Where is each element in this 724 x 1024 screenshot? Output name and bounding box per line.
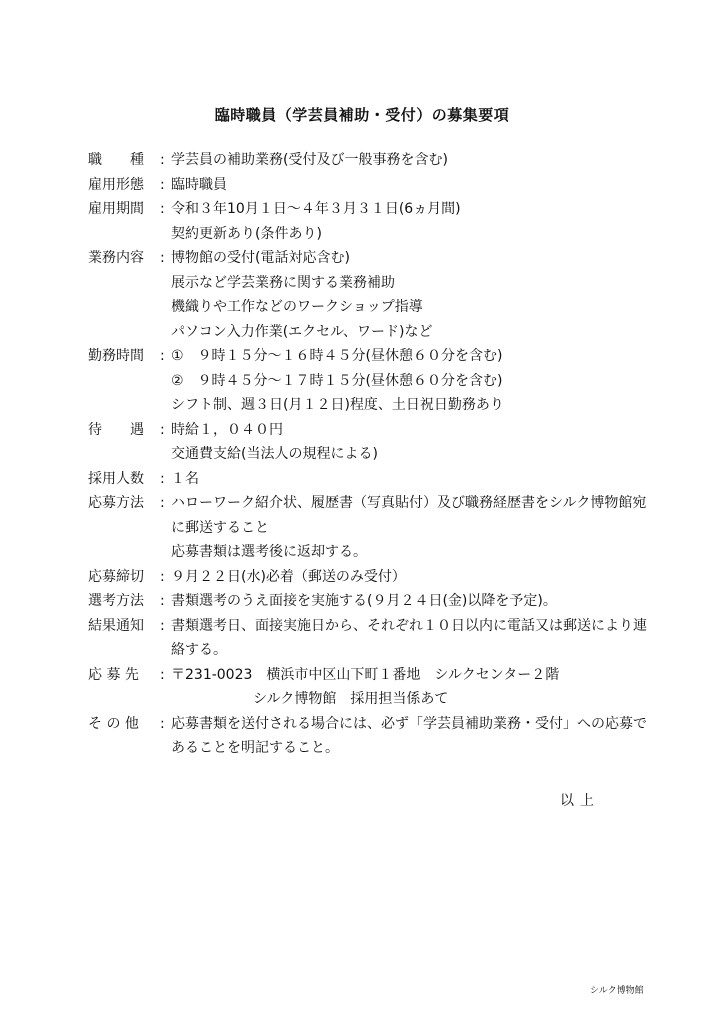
item-value: 時給１，０４０円 bbox=[171, 421, 283, 438]
item-label: 応募方法 bbox=[88, 495, 144, 511]
item-label: 採用人数 bbox=[88, 470, 144, 487]
item-label: そ の 他 bbox=[88, 715, 139, 732]
item-value: 書類選考日、面接実施日から、それぞれ１０日以内に電話又は郵送により連絡する。 bbox=[171, 617, 647, 658]
item-working-hours: 勤務時間 : ① ９時１５分～１６時４５分(昼休憩６０分を含む) ② ９時４５分～１７時１５分(昼休憩６０分を含む) シフト制、週３日(月１２日)程度、土日祝日勤務あり bbox=[88, 344, 648, 418]
item-job-content: 業務内容 : 博物館の受付(電話対応含む) 展示など学芸業務に関する業務補助 機織りや工作などのワークショップ指導 パソコン入力作業(エクセル、ワード)など bbox=[88, 246, 648, 344]
item-value: ９月２２日(水)必着（郵送のみ受付） bbox=[171, 568, 406, 585]
item-compensation: 待 遇 : 時給１，０４０円 交通費支給(当法人の規程による) bbox=[88, 418, 648, 467]
item-value: 応募書類は選考後に返却する。 bbox=[171, 544, 367, 560]
item-value: 臨時職員 bbox=[171, 176, 227, 193]
item-job-type: 職 種 : 学芸員の補助業務(受付及び一般事務を含む) bbox=[88, 148, 648, 173]
item-value: 学芸員の補助業務(受付及び一般事務を含む) bbox=[171, 152, 448, 168]
item-application-method: 応募方法 : ハローワーク紹介状、履歴書（写真貼付）及び職務経歴書をシルク博物館宛に郵送すること 応募書類は選考後に返却する。 bbox=[88, 491, 648, 565]
item-headcount: 採用人数 : １名 bbox=[88, 467, 648, 492]
item-label: 職 種 bbox=[88, 152, 144, 168]
item-label: 応募締切 bbox=[88, 568, 144, 585]
item-employment-type: 雇用形態 : 臨時職員 bbox=[88, 173, 648, 198]
item-label: 雇用形態 bbox=[88, 176, 144, 193]
item-selection-method: 選考方法 : 書類選考のうえ面接を実施する(９月２４日(金)以降を予定)。 bbox=[88, 589, 648, 614]
item-value: ① ９時１５分～１６時４５分(昼休憩６０分を含む) bbox=[171, 348, 503, 364]
item-deadline: 応募締切 : ９月２２日(水)必着（郵送のみ受付） bbox=[88, 565, 648, 590]
item-value: １名 bbox=[171, 470, 199, 487]
item-label: 雇用期間 bbox=[88, 201, 144, 217]
document-title: 臨時職員（学芸員補助・受付）の募集要項 bbox=[214, 106, 510, 124]
item-value: 交通費支給(当法人の規程による) bbox=[171, 446, 378, 462]
footer-organization: シルク博物館 bbox=[590, 986, 644, 996]
item-label: 待 遇 bbox=[88, 421, 144, 438]
item-application-address: 応 募 先 : 〒231-0023 横浜市中区山下町１番地 シルクセンター２階 シルク博物館 採用担当係あて bbox=[88, 663, 648, 712]
item-value: パソコン入力作業(エクセル、ワード)など bbox=[171, 323, 433, 340]
item-employment-period: 雇用期間 : 令和３年10月１日～４年３月３１日(6ヵ月間) 契約更新あり(条件あり) bbox=[88, 197, 648, 246]
item-value: ハローワーク紹介状、履歴書（写真貼付）及び職務経歴書をシルク博物館宛に郵送すること bbox=[171, 495, 647, 536]
item-value: シルク博物館 採用担当係あて bbox=[253, 691, 449, 707]
item-value: 博物館の受付(電話対応含む) bbox=[171, 250, 350, 266]
item-label: 業務内容 bbox=[88, 250, 144, 266]
item-value: 〒231-0023 横浜市中区山下町１番地 シルクセンター２階 bbox=[171, 666, 560, 683]
item-value: シフト制、週３日(月１２日)程度、土日祝日勤務あり bbox=[171, 397, 504, 413]
item-label: 応 募 先 bbox=[88, 666, 139, 683]
item-value: 展示など学芸業務に関する業務補助 bbox=[171, 274, 395, 291]
item-result-notice: 結果通知 : 書類選考日、面接実施日から、それぞれ１０日以内に電話又は郵送により連絡する。 bbox=[88, 614, 648, 663]
item-value: 応募書類を送付される場合には、必ず「学芸員補助業務・受付」への応募であることを明記すること。 bbox=[171, 715, 647, 756]
item-value: 契約更新あり(条件あり) bbox=[171, 225, 322, 242]
item-other: そ の 他 : 応募書類を送付される場合には、必ず「学芸員補助業務・受付」への応募であることを明記すること。 bbox=[88, 712, 648, 761]
item-value: 機織りや工作などのワークショップ指導 bbox=[171, 299, 423, 315]
item-value: ② ９時４５分～１７時１５分(昼休憩６０分を含む) bbox=[171, 372, 503, 389]
item-value: 令和３年10月１日～４年３月３１日(6ヵ月間) bbox=[171, 201, 461, 217]
item-label: 結果通知 bbox=[88, 617, 144, 634]
item-label: 勤務時間 bbox=[88, 348, 144, 364]
item-value: 書類選考のうえ面接を実施する(９月２４日(金)以降を予定)。 bbox=[171, 593, 557, 609]
recruitment-details bbox=[88, 148, 648, 761]
item-label: 選考方法 bbox=[88, 593, 144, 609]
closing-text: 以上 bbox=[560, 793, 600, 809]
